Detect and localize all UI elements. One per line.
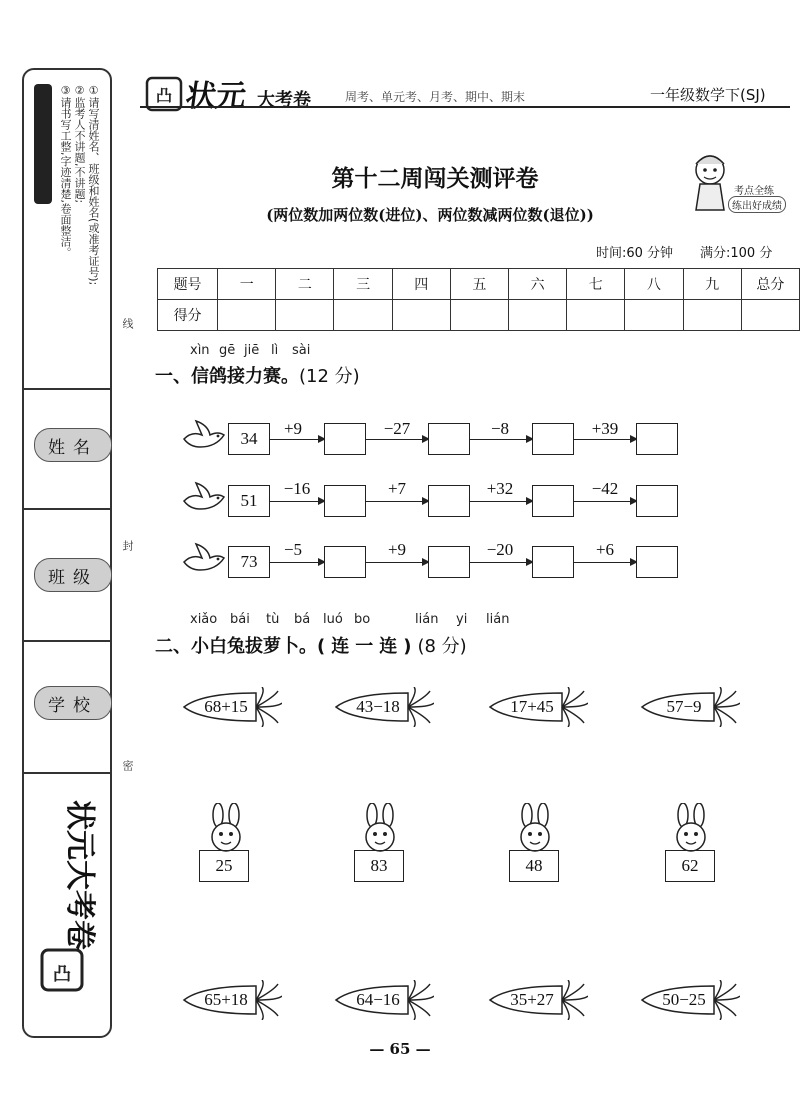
relay-arrow [470, 501, 532, 502]
strip-divider [24, 772, 110, 774]
relay-operation: −42 [591, 479, 619, 498]
carrot-text: 68+15 [204, 697, 248, 716]
pinyin-4: lì [271, 343, 279, 358]
carrot-expression[interactable] [640, 687, 740, 727]
pinyin-8: lián [415, 612, 439, 627]
relay-start-box: 51 [228, 485, 270, 517]
score-input-cell[interactable] [567, 300, 625, 331]
pinyin-1: xìn [190, 343, 210, 358]
pigeon-icon [182, 479, 226, 515]
svg-text:状元: 状元 [183, 79, 249, 114]
score-row-label: 得分 [158, 300, 218, 331]
score-header-cell: 二 [276, 269, 334, 300]
relay-arrow [366, 501, 428, 502]
score-value-row [158, 300, 800, 331]
relay-operation: +9 [283, 419, 303, 438]
pigeon-icon [182, 417, 226, 453]
relay-operation: −5 [283, 540, 303, 559]
pinyin-6: bo [354, 612, 371, 627]
score-header-cell: 八 [625, 269, 683, 300]
mascot-graphic [688, 148, 798, 214]
header-rule [140, 106, 790, 108]
school-field-label: 学校 [34, 686, 112, 720]
pigeon-icon [182, 540, 226, 576]
score-header-cell: 六 [509, 269, 567, 300]
binding-mark-line: 线 [121, 318, 134, 329]
carrot-expression[interactable] [334, 687, 434, 727]
rabbit-icon [356, 803, 404, 853]
relay-operation: +39 [591, 419, 619, 438]
relay-answer-box[interactable] [636, 546, 678, 578]
svg-text:状元大考卷: 状元大考卷 [62, 800, 97, 950]
score-input-cell[interactable] [625, 300, 683, 331]
pinyin-2: gē [219, 343, 236, 358]
binding-mark-secret: 密 [121, 760, 134, 771]
relay-answer-box[interactable] [532, 546, 574, 578]
relay-answer-box[interactable] [532, 485, 574, 517]
relay-operation: +7 [387, 479, 407, 498]
rabbit-answer-box[interactable]: 25 [199, 850, 249, 882]
score-header-cell: 总分 [741, 269, 799, 300]
pinyin-5: luó [323, 612, 343, 627]
exam-notice [30, 80, 104, 380]
carrot-text: 35+27 [510, 990, 554, 1009]
relay-start-box: 73 [228, 546, 270, 578]
carrot-expression[interactable] [488, 687, 588, 727]
relay-arrow [270, 501, 324, 502]
score-input-cell[interactable] [392, 300, 450, 331]
relay-answer-box[interactable] [532, 423, 574, 455]
score-input-cell[interactable] [218, 300, 276, 331]
carrot-expression[interactable] [334, 980, 434, 1020]
section-2-title: 二、小白兔拔萝卜。(连一连)(8 分) [155, 636, 467, 657]
rabbit-answer-box[interactable]: 48 [509, 850, 559, 882]
relay-arrow [270, 562, 324, 563]
strip-divider [24, 640, 110, 642]
rabbit-answer-box[interactable]: 62 [665, 850, 715, 882]
strip-divider [24, 388, 110, 390]
pinyin-1: xiǎo [190, 612, 218, 627]
time-limit: 时间:60 分钟 [596, 246, 674, 261]
relay-answer-box[interactable] [324, 423, 366, 455]
rabbit-icon [202, 803, 250, 853]
relay-operation: −27 [383, 419, 411, 438]
score-header-cell: 七 [567, 269, 625, 300]
svg-text:凸: 凸 [53, 964, 71, 985]
relay-arrow [574, 439, 636, 440]
carrot-text: 64−16 [356, 990, 400, 1009]
relay-arrow [270, 439, 324, 440]
relay-arrow [574, 501, 636, 502]
carrot-expression[interactable] [640, 980, 740, 1020]
binding-mark-seal: 封 [121, 540, 134, 551]
carrot-expression[interactable] [488, 980, 588, 1020]
score-header-cell: 五 [450, 269, 508, 300]
page-title: 第十二周闯关测评卷 [331, 165, 539, 192]
relay-answer-box[interactable] [636, 423, 678, 455]
score-input-cell[interactable] [683, 300, 741, 331]
score-header-row [158, 269, 800, 300]
name-field-label: 姓名 [34, 428, 112, 462]
grade-label: 一年级数学下(SJ) [650, 86, 766, 104]
full-score: 满分:100 分 [700, 246, 773, 261]
mascot-caption-2: 练出好成绩 [728, 196, 786, 213]
pinyin-10: lián [486, 612, 510, 627]
relay-answer-box[interactable] [324, 485, 366, 517]
pinyin-3: jiē [244, 343, 260, 358]
carrot-text: 50−25 [662, 990, 706, 1009]
relay-answer-box[interactable] [428, 423, 470, 455]
relay-arrow [366, 439, 428, 440]
pinyin-4: bá [294, 612, 311, 627]
pinyin-9: yi [456, 612, 468, 627]
score-table [157, 268, 800, 331]
relay-operation: +6 [595, 540, 615, 559]
carrot-text: 17+45 [510, 697, 554, 716]
carrot-text: 43−18 [356, 697, 400, 716]
relay-answer-box[interactable] [428, 546, 470, 578]
score-header-cell: 一 [218, 269, 276, 300]
svg-text:凸: 凸 [155, 86, 173, 105]
page-number: — 65 — [369, 1040, 431, 1058]
score-input-cell[interactable] [450, 300, 508, 331]
notice-lines: ①请写清姓名、班级和姓名(或准考证号); ②监考人不讲题,不讲题; ③请书写工整,字迹清楚,卷面整洁。 [59, 84, 100, 286]
relay-operation: −8 [490, 419, 510, 438]
relay-operation: −16 [283, 479, 311, 498]
relay-operation: +9 [387, 540, 407, 559]
rabbit-answer-box[interactable]: 83 [354, 850, 404, 882]
mascot-caption-1: 考点全练 [734, 186, 774, 197]
section-1-title: 一、信鸽接力赛。(12 分) [155, 366, 360, 387]
pinyin-5: sài [292, 343, 311, 358]
header-tagline: 周考、单元考、月考、期中、期末 [345, 90, 526, 104]
page-subtitle: (两位数加两位数(进位)、两位数减两位数(退位)) [266, 206, 594, 224]
carrot-expression[interactable] [182, 980, 282, 1020]
relay-arrow [366, 562, 428, 563]
header-logo [145, 74, 345, 114]
relay-operation: −20 [486, 540, 514, 559]
score-input-cell[interactable] [276, 300, 334, 331]
score-header-cell: 九 [683, 269, 741, 300]
score-input-cell[interactable] [334, 300, 392, 331]
rabbit-icon [511, 803, 559, 853]
carrot-text: 57−9 [666, 697, 702, 716]
strip-divider [24, 508, 110, 510]
pinyin-2: bái [230, 612, 250, 627]
carrot-expression[interactable] [182, 687, 282, 727]
relay-operation: +32 [486, 479, 514, 498]
score-input-cell[interactable] [741, 300, 799, 331]
pinyin-3: tù [266, 612, 280, 627]
relay-answer-box[interactable] [324, 546, 366, 578]
relay-arrow [470, 562, 532, 563]
relay-arrow [470, 439, 532, 440]
relay-answer-box[interactable] [428, 485, 470, 517]
sidebar-logo [30, 790, 104, 1030]
class-field-label: 班级 [34, 558, 112, 592]
svg-text:大考卷: 大考卷 [257, 90, 311, 111]
score-header-cell: 题号 [158, 269, 218, 300]
carrot-text: 65+18 [204, 990, 248, 1009]
relay-answer-box[interactable] [636, 485, 678, 517]
score-header-cell: 三 [334, 269, 392, 300]
score-input-cell[interactable] [509, 300, 567, 331]
relay-arrow [574, 562, 636, 563]
score-header-cell: 四 [392, 269, 450, 300]
rabbit-icon [667, 803, 715, 853]
relay-start-box: 34 [228, 423, 270, 455]
